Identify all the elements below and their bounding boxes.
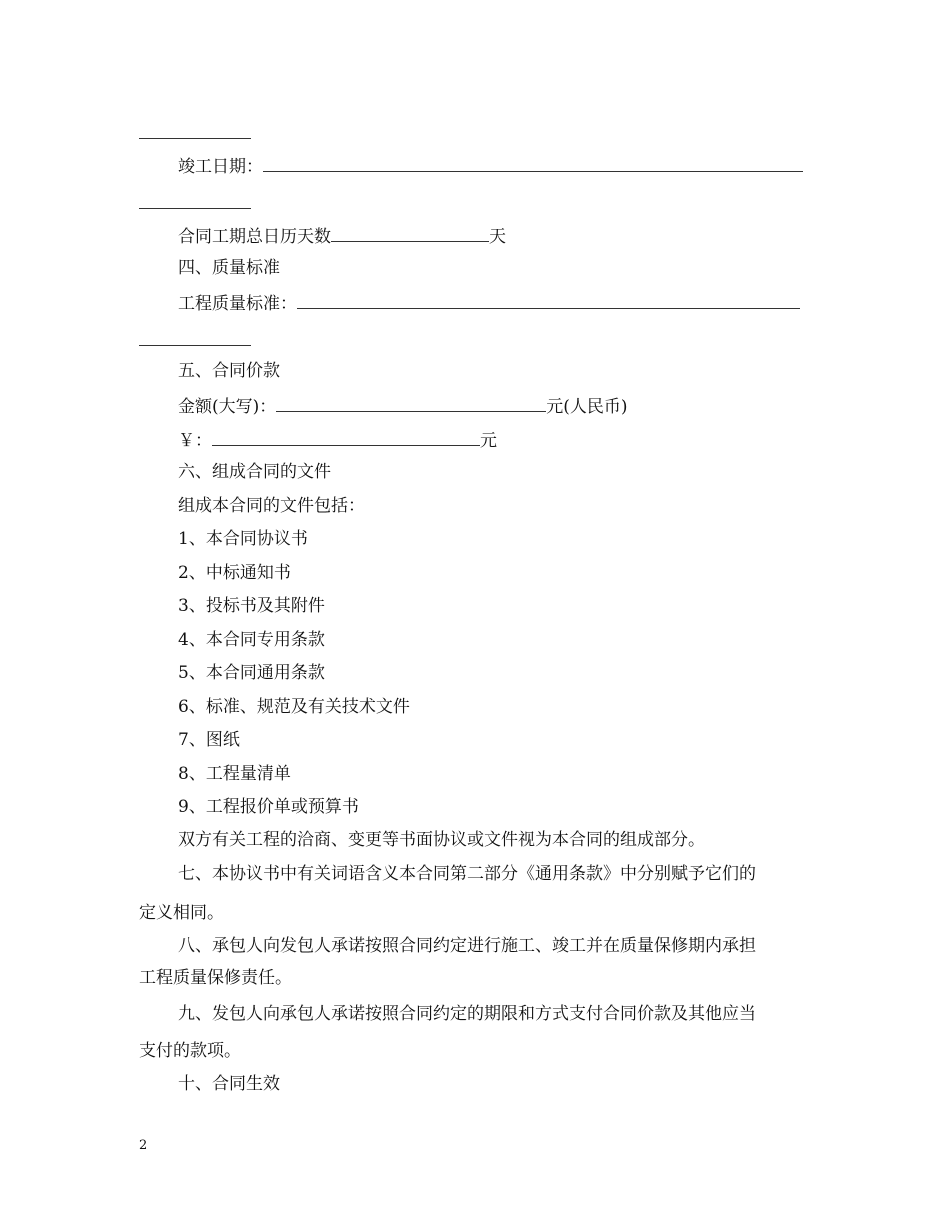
section-4-title: 四、质量标准 bbox=[178, 258, 280, 278]
section-8-line-1: 八、承包人向发包人承诺按照合同约定进行施工、竣工并在质量保修期内承担 bbox=[178, 936, 756, 956]
amount-words-blank bbox=[276, 395, 546, 412]
list-item: 7、图纸 bbox=[178, 730, 240, 750]
quality-standard-blank bbox=[297, 292, 800, 309]
completion-date-blank bbox=[263, 155, 803, 172]
section-5-title: 五、合同价款 bbox=[178, 361, 280, 381]
continuation-blank-line bbox=[139, 138, 251, 139]
list-item: 8、工程量清单 bbox=[178, 764, 291, 784]
list-item: 4、本合同专用条款 bbox=[178, 630, 325, 650]
list-item: 6、标准、规范及有关技术文件 bbox=[178, 697, 410, 717]
quality-standard-row bbox=[178, 292, 800, 314]
section-7-line-2: 定义相同。 bbox=[139, 903, 224, 923]
section-9-line-1: 九、发包人向承包人承诺按照合同约定的期限和方式支付合同价款及其他应当 bbox=[178, 1004, 756, 1024]
section-8-line-2: 工程质量保修责任。 bbox=[139, 968, 292, 988]
completion-date-label: 竣工日期： bbox=[178, 157, 263, 177]
list-item: 5、本合同通用条款 bbox=[178, 663, 325, 683]
amount-words-unit: 元(人民币) bbox=[546, 397, 628, 417]
continuation-blank-line bbox=[139, 345, 251, 346]
list-item: 9、工程报价单或预算书 bbox=[178, 797, 359, 817]
amount-figures-label: ￥： bbox=[178, 431, 212, 451]
total-days-blank bbox=[331, 225, 489, 242]
amount-words-row bbox=[178, 395, 628, 417]
completion-date-row bbox=[178, 155, 803, 177]
section-10-title: 十、合同生效 bbox=[178, 1074, 280, 1094]
documents-intro: 组成本合同的文件包括： bbox=[178, 496, 365, 516]
section-6-title: 六、组成合同的文件 bbox=[178, 462, 331, 482]
list-item: 3、投标书及其附件 bbox=[178, 596, 325, 616]
total-days-unit: 天 bbox=[489, 227, 506, 247]
page-number: 2 bbox=[139, 1138, 148, 1153]
total-days-label: 合同工期总日历天数 bbox=[178, 227, 331, 247]
total-days-row bbox=[178, 225, 506, 247]
documents-note: 双方有关工程的洽商、变更等书面协议或文件视为本合同的组成部分。 bbox=[178, 830, 705, 850]
section-9-line-2: 支付的款项。 bbox=[139, 1041, 241, 1061]
continuation-blank-line bbox=[139, 208, 251, 209]
amount-figures-blank bbox=[212, 429, 480, 446]
amount-figures-unit: 元 bbox=[480, 431, 497, 451]
list-item: 1、本合同协议书 bbox=[178, 529, 308, 549]
amount-words-label: 金额(大写)： bbox=[178, 397, 277, 417]
section-7-line-1: 七、本协议书中有关词语含义本合同第二部分《通用条款》中分别赋予它们的 bbox=[178, 864, 756, 884]
list-item: 2、中标通知书 bbox=[178, 563, 291, 583]
amount-figures-row bbox=[178, 429, 497, 451]
quality-standard-label: 工程质量标准： bbox=[178, 294, 297, 314]
